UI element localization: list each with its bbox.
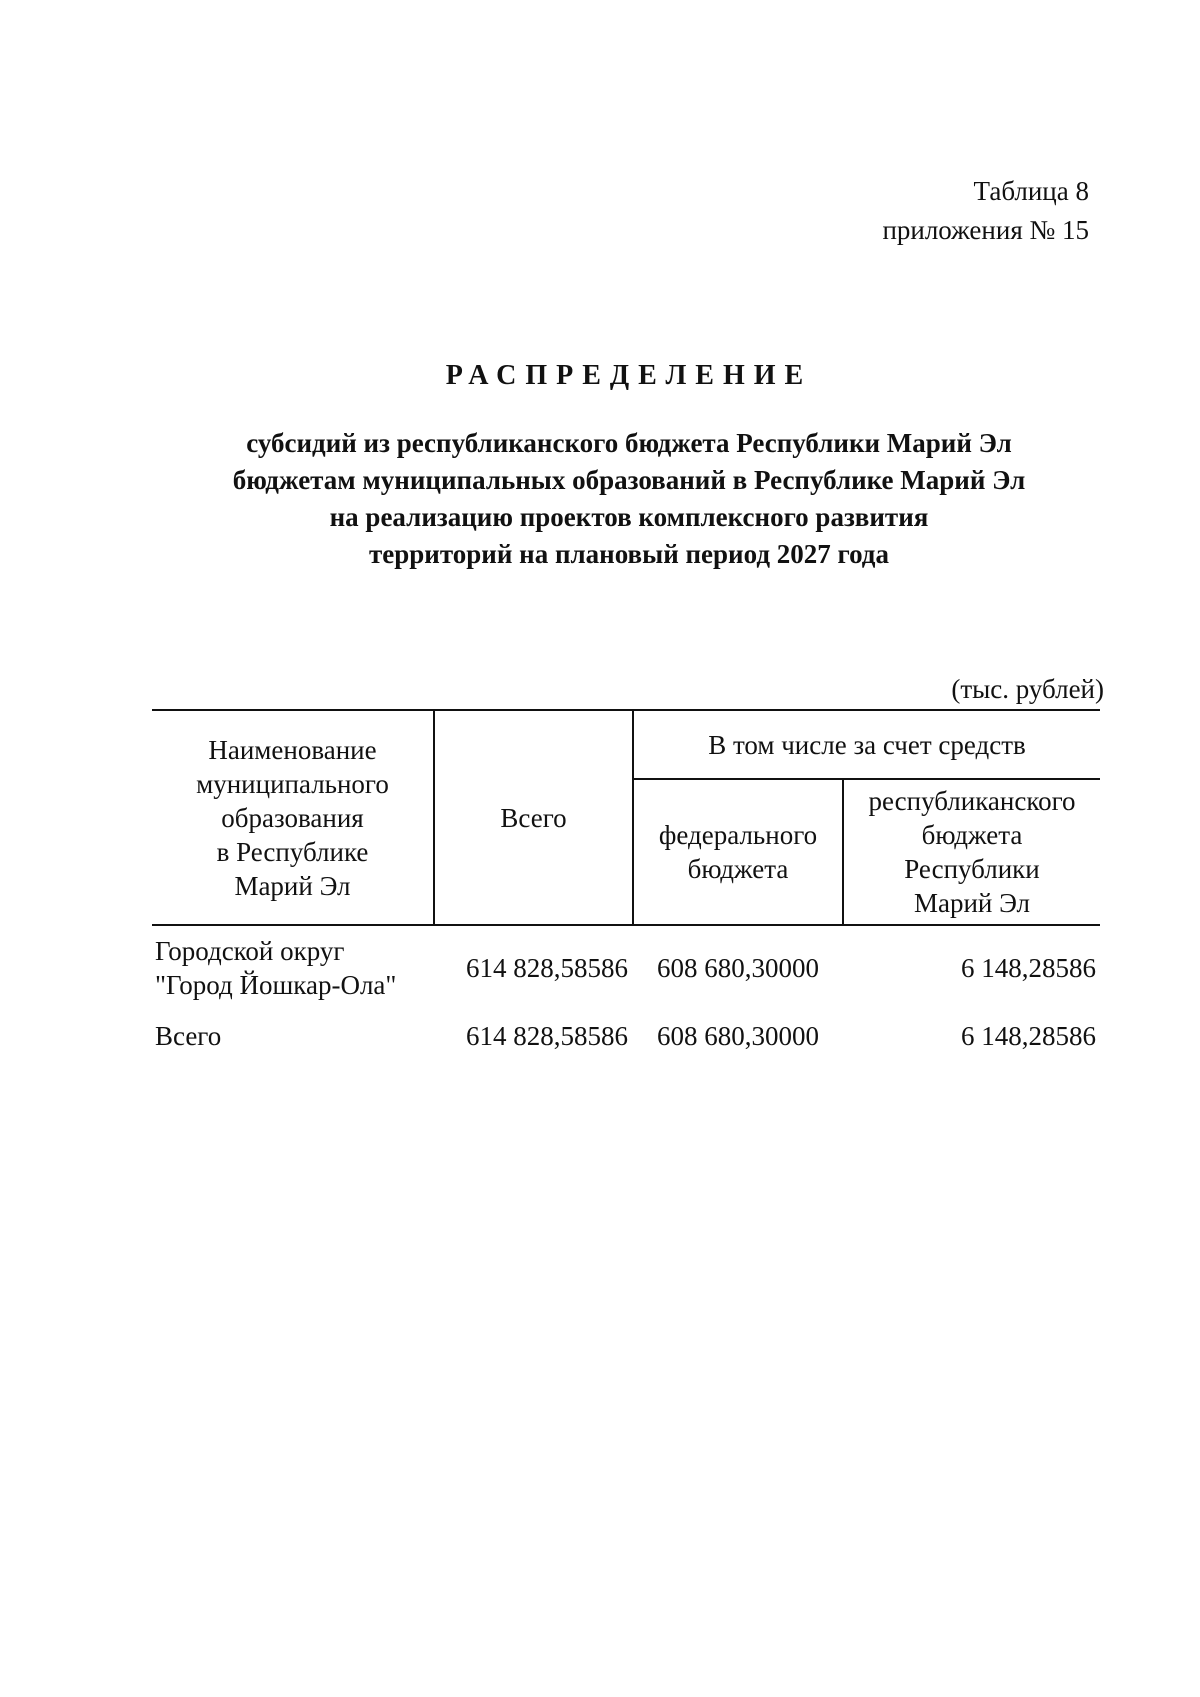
table-row-1-name-cell <box>155 932 435 1004</box>
subtitle-line-1: субсидий из республиканского бюджета Республики Марий Эл <box>246 428 1012 458</box>
row-2-label: Всего <box>155 1021 222 1051</box>
table-row-2-federal-cell <box>634 1017 842 1055</box>
header-federal-cell <box>634 780 842 924</box>
header-municipality-name: Наименование муниципального образования в Республике Марий Эл <box>196 734 389 901</box>
header-republican-cell <box>844 780 1100 924</box>
header-republican-budget: республиканского бюджета Республики Марий Эл <box>868 786 1076 918</box>
table-row-2-name-cell <box>155 1017 435 1055</box>
subtitle-line-3: на реализацию проектов комплексного развития <box>329 502 929 532</box>
row-1-republican: 6 148,28586 <box>961 953 1096 983</box>
table-row-2-republican-cell <box>844 1017 1096 1055</box>
header-federal-budget: федерального бюджета <box>658 820 818 884</box>
units-label: (тыс. рублей) <box>951 674 1104 704</box>
document-subtitle <box>0 425 1200 573</box>
header-total-cell <box>435 711 632 924</box>
table-row-2-total-cell <box>435 1017 628 1055</box>
header-including: В том числе за счет средств <box>708 729 1026 760</box>
table-number: Таблица 8 <box>973 176 1089 206</box>
header-bottom-rule <box>152 924 1100 926</box>
document-title: РАСПРЕДЕЛЕНИЕ <box>445 360 813 391</box>
header-total: Всего <box>500 802 567 833</box>
table-reference <box>882 172 1089 250</box>
table-row-1-republican-cell <box>844 932 1096 1004</box>
row-1-municipality: Городской округ "Город Йошкар-Ола" <box>155 936 397 1000</box>
table-row-1-federal-cell <box>634 932 842 1004</box>
row-2-federal: 608 680,30000 <box>657 1021 819 1051</box>
row-2-republican: 6 148,28586 <box>961 1021 1096 1051</box>
header-including-cell <box>634 711 1100 778</box>
subtitle-line-4: территорий на плановый период 2027 года <box>369 539 889 569</box>
row-2-total: 614 828,58586 <box>466 1021 628 1051</box>
row-1-total: 614 828,58586 <box>466 953 628 983</box>
header-name-cell <box>152 711 433 924</box>
subtitle-line-2: бюджетам муниципальных образований в Республике Марий Эл <box>232 465 1026 495</box>
table-row-1-total-cell <box>435 932 628 1004</box>
appendix-number: приложения № 15 <box>882 215 1089 245</box>
row-1-federal: 608 680,30000 <box>657 953 819 983</box>
